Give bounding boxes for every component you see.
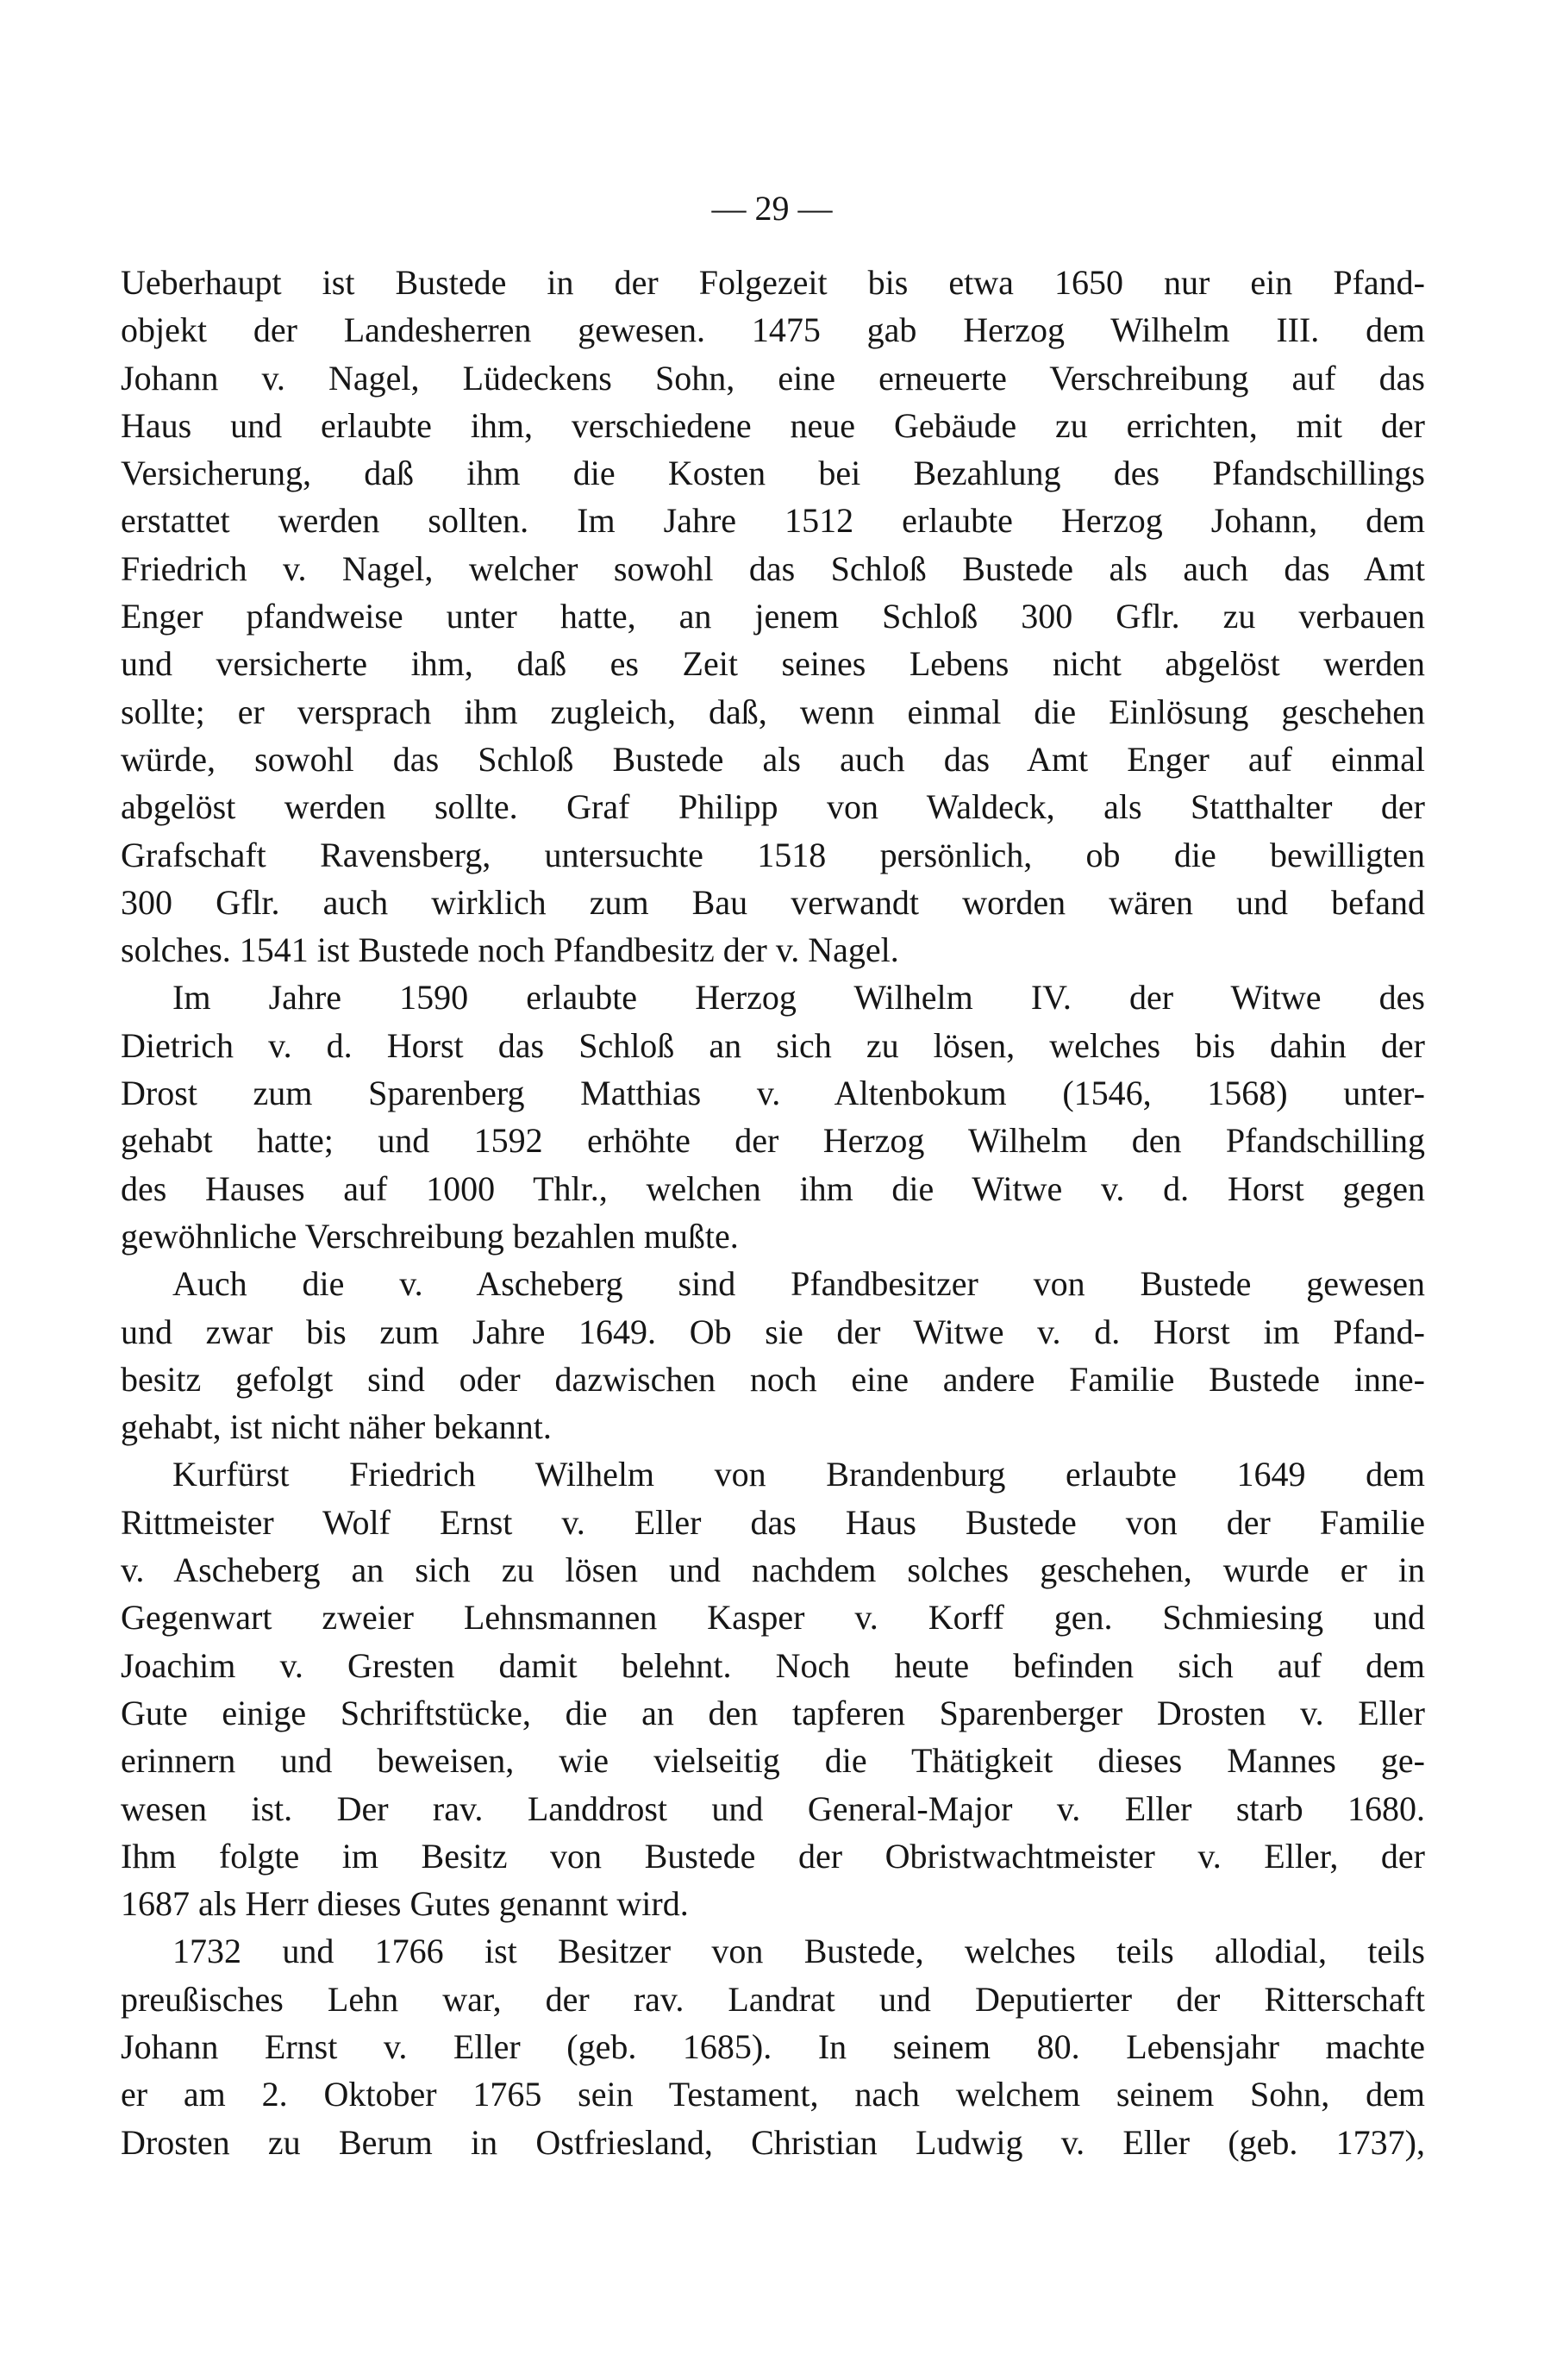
text-line: würde, sowohl das Schloß Bustede als auch das Amt Enger auf einmal <box>121 739 1425 779</box>
text-line: 300 Gflr. auch wirklich zum Bau verwandt worden wären und befand <box>121 882 1425 922</box>
text-line: Johann v. Nagel, Lüdeckens Sohn, eine erneuerte Verschreibung auf das <box>121 358 1425 398</box>
text-line: Gegenwart zweier Lehnsmannen Kasper v. Korff gen. Schmiesing und <box>121 1598 1425 1638</box>
text-line: wesen ist. Der rav. Landdrost und General-Major v. Eller starb 1680. <box>121 1788 1425 1828</box>
text-line: Friedrich v. Nagel, welcher sowohl das Schloß Bustede als auch das Amt <box>121 548 1425 588</box>
text-line: Ihm folgte im Besitz von Bustede der Obristwachtmeister v. Eller, der <box>121 1836 1425 1876</box>
text-line: Drost zum Sparenberg Matthias v. Altenbokum (1546, 1568) unter- <box>121 1074 1425 1113</box>
text-line: Johann Ernst v. Eller (geb. 1685). In seinem 80. Lebensjahr machte <box>121 2026 1425 2066</box>
text-line: Drosten zu Berum in Ostfriesland, Christian Ludwig v. Eller (geb. 1737), <box>121 2122 1425 2162</box>
text-line: gehabt, ist nicht näher bekannt. <box>121 1407 552 1447</box>
text-line: gehabt hatte; und 1592 erhöhte der Herzog Wilhelm den Pfandschilling <box>121 1121 1425 1161</box>
text-line: Kurfürst Friedrich Wilhelm von Brandenburg erlaubte 1649 dem <box>172 1455 1425 1494</box>
text-line: sollte; er versprach ihm zugleich, daß, wenn einmal die Einlösung geschehen <box>121 692 1425 731</box>
text-line: erstattet werden sollten. Im Jahre 1512 erlaubte Herzog Johann, dem <box>121 501 1425 541</box>
text-line: Auch die v. Ascheberg sind Pfandbesitzer von Bustede gewesen <box>172 1264 1425 1304</box>
text-line: abgelöst werden sollte. Graf Philipp von Waldeck, als Statthalter der <box>121 787 1425 827</box>
text-line: Versicherung, daß ihm die Kosten bei Bezahlung des Pfandschillings <box>121 454 1425 493</box>
text-line: Rittmeister Wolf Ernst v. Eller das Haus Bustede von der Familie <box>121 1502 1425 1542</box>
text-line: v. Ascheberg an sich zu lösen und nachdem solches geschehen, wurde er in <box>121 1550 1425 1590</box>
text-line: Gute einige Schriftstücke, die an den tapferen Sparenberger Drosten v. Eller <box>121 1693 1425 1732</box>
text-line: gewöhnliche Verschreibung bezahlen mußte. <box>121 1216 739 1256</box>
text-line: objekt der Landesherren gewesen. 1475 gab Herzog Wilhelm III. dem <box>121 310 1425 350</box>
text-line: erinnern und beweisen, wie vielseitig die Thätigkeit dieses Mannes ge- <box>121 1741 1425 1781</box>
text-line: preußisches Lehn war, der rav. Landrat und Deputierter der Ritterschaft <box>121 1979 1425 2019</box>
page-number: — 29 — <box>711 189 833 228</box>
text-line: und versicherte ihm, daß es Zeit seines Lebens nicht abgelöst werden <box>121 644 1425 684</box>
text-line: des Hauses auf 1000 Thlr., welchen ihm die Witwe v. d. Horst gegen <box>121 1168 1425 1208</box>
text-line: Enger pfandweise unter hatte, an jenem Schloß 300 Gflr. zu verbauen <box>121 597 1425 636</box>
text-line: Im Jahre 1590 erlaubte Herzog Wilhelm IV. der Witwe des <box>172 978 1425 1018</box>
text-line: Haus und erlaubte ihm, verschiedene neue Gebäude zu errichten, mit der <box>121 405 1425 445</box>
text-line: Dietrich v. d. Horst das Schloß an sich zu lösen, welches bis dahin der <box>121 1025 1425 1065</box>
text-line: besitz gefolgt sind oder dazwischen noch eine andere Familie Bustede inne- <box>121 1359 1425 1399</box>
text-line: 1687 als Herr dieses Gutes genannt wird. <box>121 1884 689 1924</box>
text-line: Joachim v. Gresten damit belehnt. Noch heute befinden sich auf dem <box>121 1645 1425 1685</box>
text-body <box>121 259 1425 2166</box>
text-line: Grafschaft Ravensberg, untersuchte 1518 persönlich, ob die bewilligten <box>121 835 1425 874</box>
text-line: 1732 und 1766 ist Besitzer von Bustede, welches teils allodial, teils <box>172 1932 1425 1971</box>
text-line: solches. 1541 ist Bustede noch Pfandbesitz der v. Nagel. <box>121 930 899 970</box>
text-line: er am 2. Oktober 1765 sein Testament, nach welchem seinem Sohn, dem <box>121 2075 1425 2114</box>
text-line: Ueberhaupt ist Bustede in der Folgezeit bis etwa 1650 nur ein Pfand- <box>121 263 1425 302</box>
text-line: und zwar bis zum Jahre 1649. Ob sie der Witwe v. d. Horst im Pfand- <box>121 1312 1425 1351</box>
